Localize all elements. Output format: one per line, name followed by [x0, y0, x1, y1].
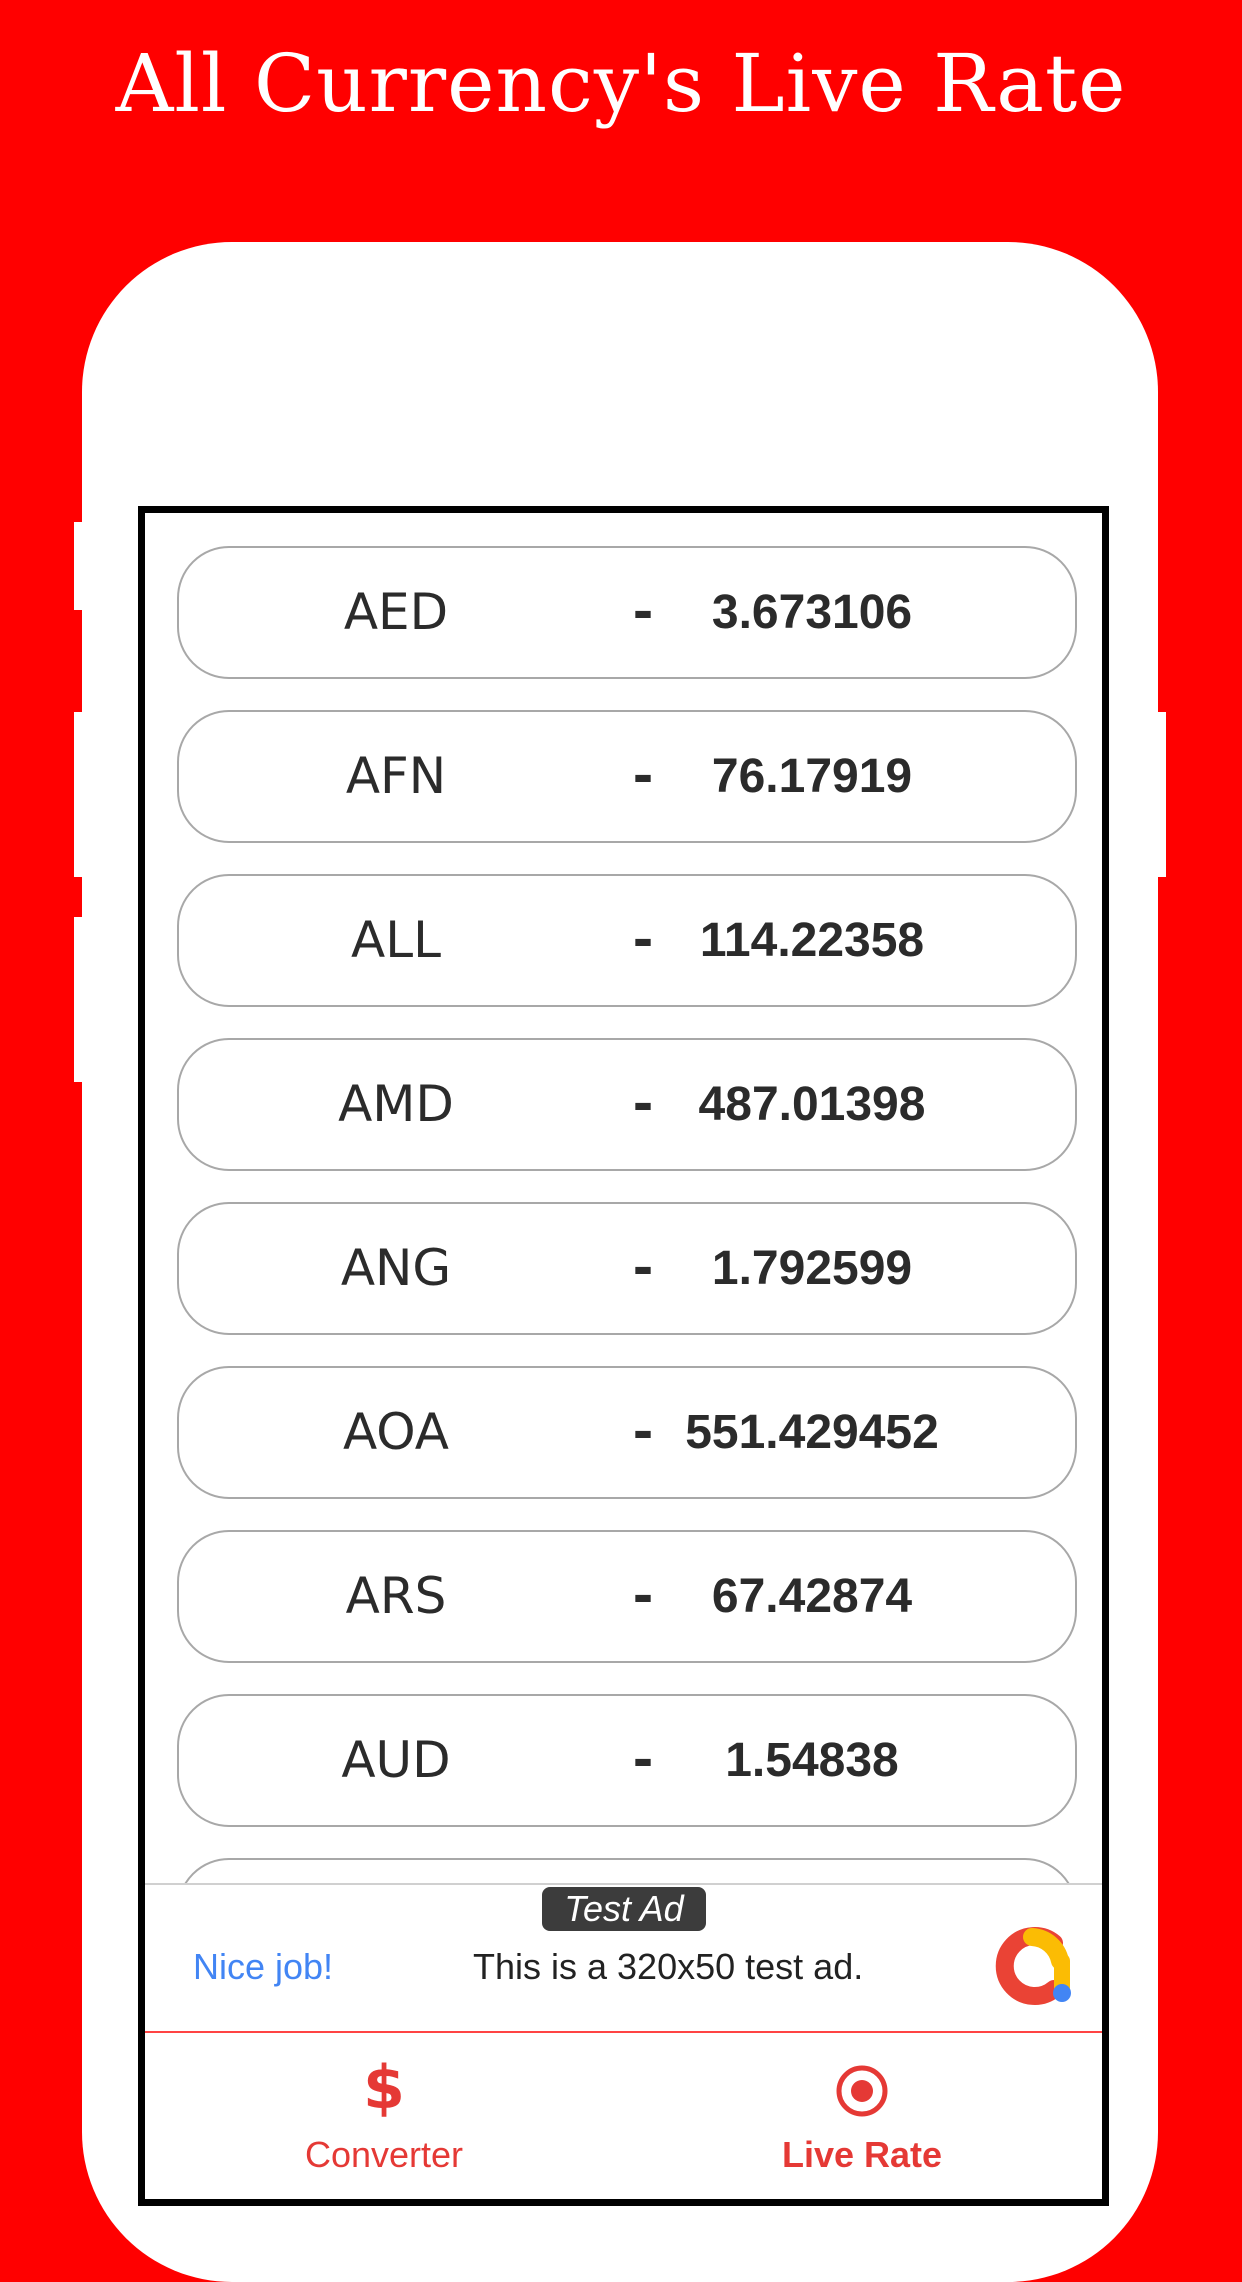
rate-row-amd[interactable]	[177, 1038, 1077, 1171]
rate-value: 551.429452	[685, 1406, 939, 1459]
ad-body-text: This is a 320x50 test ad.	[473, 1946, 864, 1987]
nav-converter[interactable]	[145, 2033, 623, 2199]
rate-value: 67.42874	[711, 1570, 913, 1623]
rate-row-all[interactable]	[177, 874, 1077, 1007]
currency-code: AFN	[345, 747, 447, 805]
phone-side-button-mute	[74, 522, 86, 610]
test-ad-badge: Test Ad	[542, 1887, 706, 1931]
rate-row-ars[interactable]	[177, 1530, 1077, 1663]
separator: -	[632, 1567, 654, 1625]
rate-row-aud[interactable]	[177, 1694, 1077, 1827]
google-ads-logo-icon[interactable]	[988, 1921, 1078, 2011]
nav-live-rate-label: Live Rate	[781, 2134, 943, 2175]
bottom-navigation	[145, 2033, 1102, 2199]
rate-row-aoa[interactable]	[177, 1366, 1077, 1499]
rate-value: 1.792599	[711, 1242, 913, 1295]
phone-side-button-volume-up	[74, 712, 86, 877]
rate-row-afn[interactable]	[177, 710, 1077, 843]
nav-live-rate[interactable]	[623, 2033, 1101, 2199]
live-rate-list[interactable]	[145, 513, 1102, 1883]
currency-code: ARS	[345, 1567, 447, 1625]
page-title: All Currency's Live Rate	[115, 37, 1127, 130]
rate-value: 487.01398	[698, 1078, 926, 1131]
separator: -	[632, 747, 654, 805]
currency-code: ALL	[351, 911, 441, 969]
test-ad-banner[interactable]	[145, 1883, 1102, 2033]
target-icon	[623, 2053, 1101, 2123]
currency-code: AMD	[338, 1075, 454, 1133]
rate-row-ang[interactable]	[177, 1202, 1077, 1335]
nav-converter-label: Converter	[304, 2134, 464, 2175]
rate-value: 76.17919	[711, 750, 913, 803]
phone-side-button-volume-down	[74, 917, 86, 1082]
separator: -	[632, 911, 654, 969]
rate-row-aed[interactable]	[177, 546, 1077, 679]
phone-side-button-power	[1154, 712, 1166, 877]
rate-value: 114.22358	[699, 914, 925, 967]
separator: -	[632, 1239, 654, 1297]
dollar-icon: $	[363, 2053, 405, 2123]
separator: -	[632, 583, 654, 641]
rate-row-partial[interactable]	[177, 1858, 1077, 1883]
currency-code: AOA	[342, 1403, 449, 1461]
rate-value: 1.54838	[725, 1734, 899, 1787]
app-screen	[138, 506, 1109, 2206]
currency-code: ANG	[340, 1239, 452, 1297]
separator: -	[632, 1731, 654, 1789]
rate-value: 3.673106	[711, 586, 913, 639]
separator: -	[632, 1403, 654, 1461]
currency-code: AUD	[341, 1731, 451, 1789]
currency-code: AED	[343, 583, 449, 641]
separator: -	[632, 1075, 654, 1133]
ad-headline[interactable]: Nice job!	[193, 1946, 334, 1987]
